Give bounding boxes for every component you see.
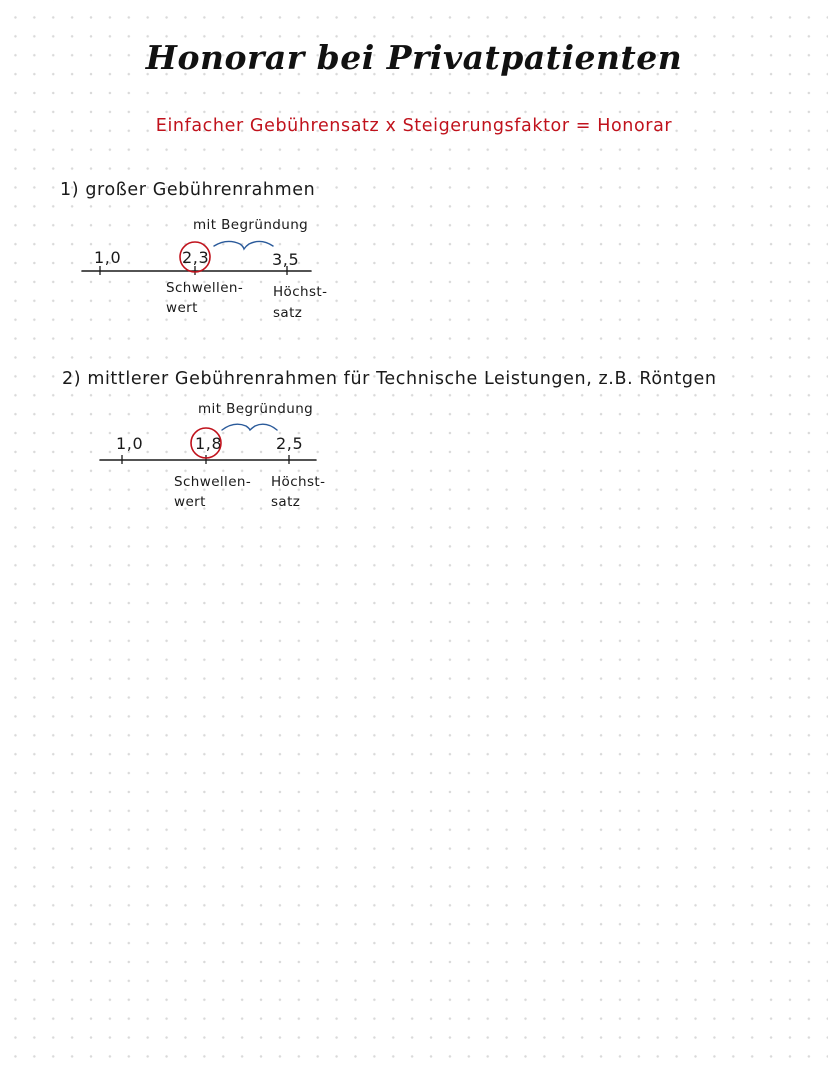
formula: Einfacher Gebührensatz x Steigerungsfaktor = Honorar [155,116,673,136]
section2-max-label-line1: Höchst- [271,474,326,490]
section1-max-label-line1: Höchst- [273,284,328,300]
section2-brace [222,424,277,430]
section1-threshold-label-line2: wert [166,300,198,316]
section1-heading: 1) großer Gebührenrahmen [60,180,316,200]
section2-heading: 2) mittlerer Gebührenrahmen für Technische Leistungen, z.B. Röntgen [62,369,717,389]
section2-note: mit Begründung [198,401,314,417]
section2-threshold-value: 1,8 [195,434,223,453]
section2-max-value: 2,5 [276,434,304,453]
section1-threshold-value: 2,3 [182,248,210,267]
section1-max-value: 3,5 [272,250,300,269]
section1-brace [214,241,273,249]
section1-min-value: 1,0 [94,248,122,267]
page-title: Honorar bei Privatpatienten [145,38,683,77]
section1-max-label-line2: satz [273,305,303,321]
section2-threshold-label-line2: wert [174,494,206,510]
section1-note: mit Begründung [193,217,309,233]
section1-threshold-label-line1: Schwellen- [166,280,244,296]
section2-threshold-label-line1: Schwellen- [174,474,252,490]
section2-min-value: 1,0 [116,434,144,453]
section2-max-label-line2: satz [271,494,301,510]
section2-threshold-circle [191,428,221,458]
